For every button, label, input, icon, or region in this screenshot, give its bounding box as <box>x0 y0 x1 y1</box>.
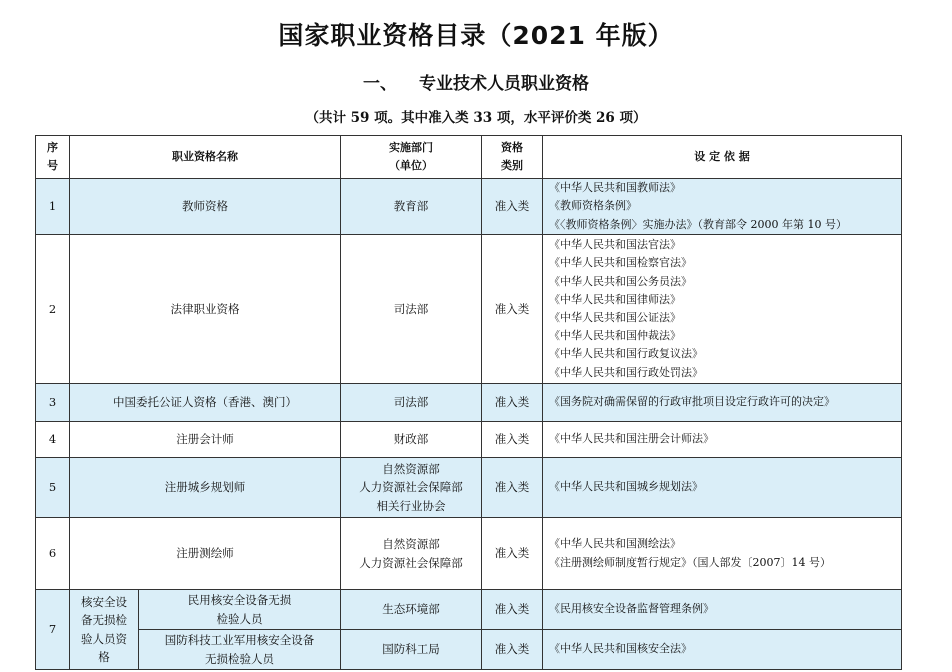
row-dept: 国防科工局 <box>341 630 482 670</box>
row-seq: 6 <box>36 518 70 590</box>
row-dept: 教育部 <box>341 179 482 235</box>
row-name: 法律职业资格 <box>70 235 341 384</box>
row-basis: 《国务院对确需保留的行政审批项目设定行政许可的决定》 <box>543 384 902 422</box>
header-basis: 设 定 依 据 <box>543 136 902 179</box>
row-type: 准入类 <box>482 590 543 630</box>
row-sub-name: 民用核安全设备无损 检验人员 <box>139 590 341 630</box>
row-dept: 财政部 <box>341 422 482 458</box>
row-dept: 自然资源部 人力资源社会保障部 相关行业协会 <box>341 458 482 518</box>
table-row <box>36 235 902 384</box>
row-basis: 《中华人民共和国注册会计师法》 <box>543 422 902 458</box>
row-basis: 《民用核安全设备监督管理条例》 <box>543 590 902 630</box>
row-sub-name: 国防科技工业军用核安全设备 无损检验人员 <box>139 630 341 670</box>
row-name: 教师资格 <box>70 179 341 235</box>
table-row <box>36 518 902 590</box>
header-name: 职业资格名称 <box>70 136 341 179</box>
row-type: 准入类 <box>482 384 543 422</box>
row-basis: 《中华人民共和国法官法》 《中华人民共和国检察官法》 《中华人民共和国公务员法》 《中华人民共和国律师法》 《中华人民共和国公证法》 《中华人民共和国仲裁法》 《中华人民共和国行政复议法》 《中华人民共和国行政处罚法》 <box>543 235 902 384</box>
row-seq: 1 <box>36 179 70 235</box>
table-row <box>36 384 902 422</box>
row-seq: 3 <box>36 384 70 422</box>
table-row <box>36 590 902 630</box>
table-row <box>36 630 902 670</box>
row-group-name: 核安全设 备无损检 验人员资 格 <box>70 590 139 670</box>
row-dept: 生态环境部 <box>341 590 482 630</box>
row-seq: 4 <box>36 422 70 458</box>
table-row <box>36 422 902 458</box>
section-heading <box>0 69 952 94</box>
row-name: 中国委托公证人资格（香港、澳门） <box>70 384 341 422</box>
row-seq: 7 <box>36 590 70 670</box>
row-type: 准入类 <box>482 518 543 590</box>
row-type: 准入类 <box>482 458 543 518</box>
summary-note: （共计 59 项。其中准入类 33 项，水平评价类 26 项） <box>305 110 647 126</box>
table-row <box>36 458 902 518</box>
row-seq: 2 <box>36 235 70 384</box>
row-type: 准入类 <box>482 235 543 384</box>
row-basis: 《中华人民共和国城乡规划法》 <box>543 458 902 518</box>
row-name: 注册城乡规划师 <box>70 458 341 518</box>
table-row <box>36 179 902 235</box>
row-basis: 《中华人民共和国教师法》 《教师资格条例》 《〈教师资格条例〉实施办法》（教育部令 2000 年第 10 号） <box>543 179 902 235</box>
table-header-row <box>36 136 902 179</box>
qualification-table <box>35 135 902 670</box>
section-name: 专业技术人员职业资格 <box>419 74 589 94</box>
row-name: 注册会计师 <box>70 422 341 458</box>
header-dept: 实施部门 （单位） <box>341 136 482 179</box>
row-type: 准入类 <box>482 179 543 235</box>
page-title: 国家职业资格目录（2021 年版） <box>278 21 674 50</box>
row-seq: 5 <box>36 458 70 518</box>
row-type: 准入类 <box>482 630 543 670</box>
row-dept: 司法部 <box>341 235 482 384</box>
section-number: 一、 <box>363 74 397 94</box>
header-seq: 序 号 <box>36 136 70 179</box>
row-type: 准入类 <box>482 422 543 458</box>
row-basis: 《中华人民共和国测绘法》 《注册测绘师制度暂行规定》（国人部发〔2007〕14 号） <box>543 518 902 590</box>
row-dept: 司法部 <box>341 384 482 422</box>
row-name: 注册测绘师 <box>70 518 341 590</box>
row-dept: 自然资源部 人力资源社会保障部 <box>341 518 482 590</box>
row-basis: 《中华人民共和国核安全法》 <box>543 630 902 670</box>
header-type: 资格 类别 <box>482 136 543 179</box>
